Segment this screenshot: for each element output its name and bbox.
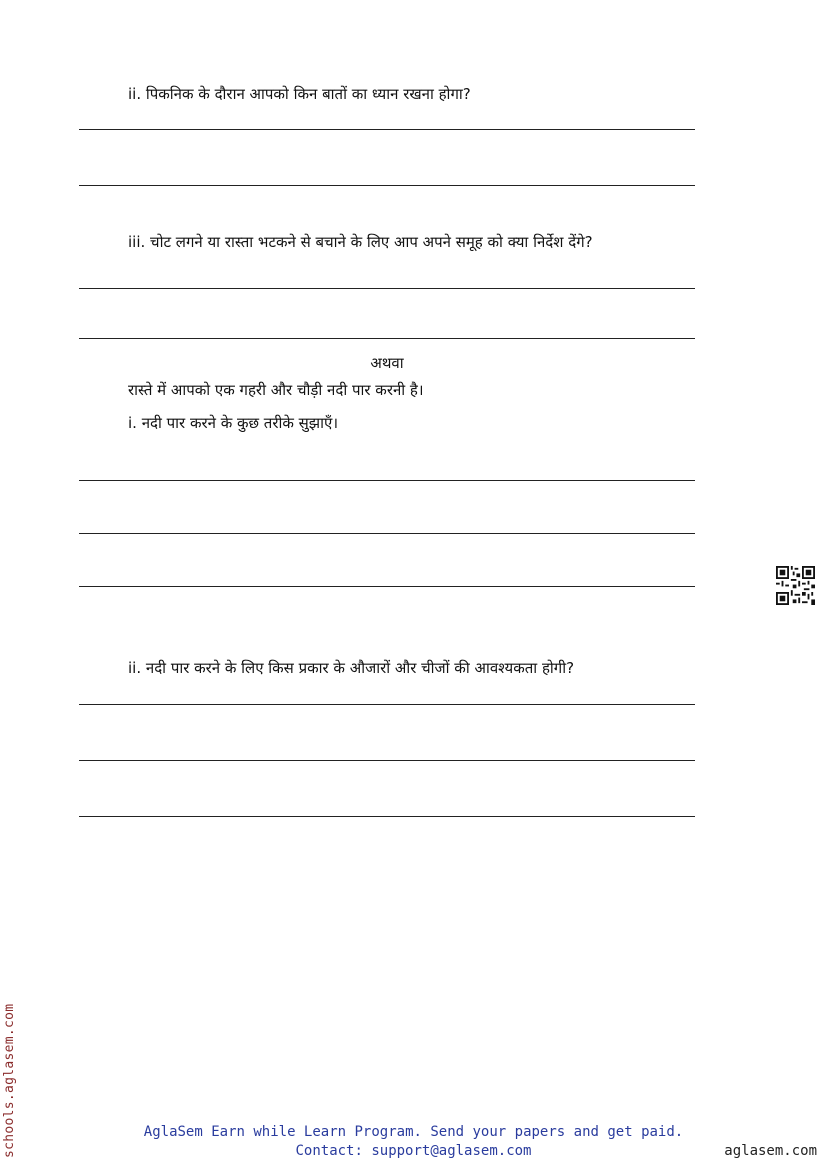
side-watermark: schools.aglasem.com (2, 1003, 17, 1158)
answer-line (79, 704, 695, 705)
answer-line (79, 533, 695, 534)
answer-line (79, 185, 695, 186)
alternative-passage: रास्ते में आपको एक गहरी और चौड़ी नदी पार करनी है। (128, 381, 424, 399)
question-2: ii. पिकनिक के दौरान आपको किन बातों का ध्यान रखना होगा? (128, 85, 471, 103)
answer-line (79, 480, 695, 481)
answer-line (79, 586, 695, 587)
answer-line (79, 129, 695, 130)
question-3: iii. चोट लगने या रास्ता भटकने से बचाने के लिए आप अपने समूह को क्या निर्देश देंगे? (128, 233, 593, 251)
brand-link[interactable]: aglasem.com (724, 1143, 817, 1159)
alternative-question-2: ii. नदी पार करने के लिए किस प्रकार के औजारों और चीजों की आवश्यकता होगी? (128, 659, 575, 677)
qr-code-icon[interactable] (776, 566, 815, 605)
footer-contact[interactable]: Contact: support@aglasem.com (295, 1143, 532, 1159)
answer-line (79, 816, 695, 817)
answer-line (79, 760, 695, 761)
alternative-question-1: i. नदी पार करने के कुछ तरीके सुझाएँ। (128, 414, 338, 432)
footer-promo: AglaSem Earn while Learn Program. Send your papers and get paid. (143, 1124, 684, 1140)
answer-line (79, 338, 695, 339)
answer-line (79, 288, 695, 289)
or-label: अथवा (370, 354, 404, 372)
